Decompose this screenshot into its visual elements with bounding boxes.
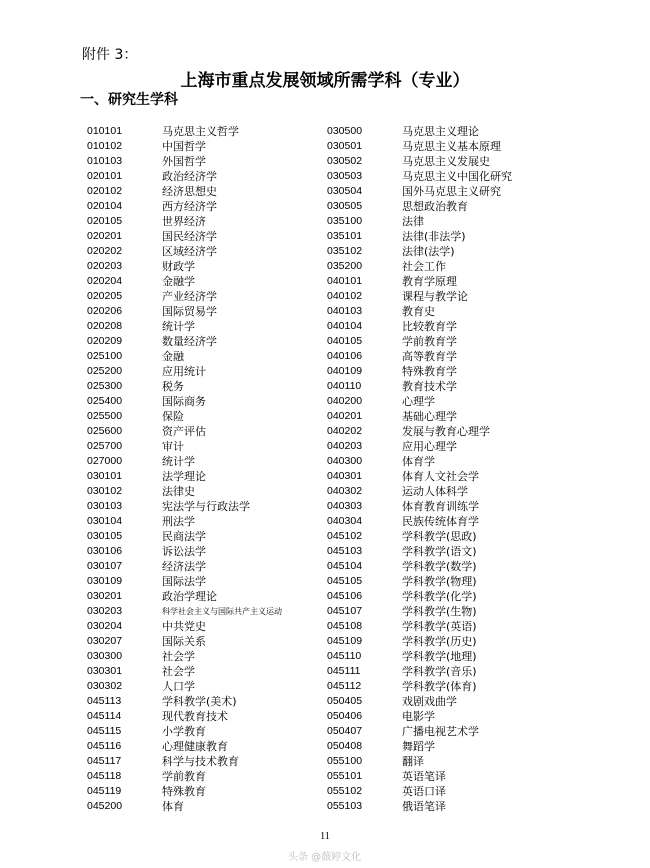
subject-name: 马克思主义哲学 (162, 125, 239, 138)
subject-name: 法律史 (162, 485, 195, 498)
subject-name: 特殊教育学 (402, 365, 457, 378)
subject-name: 学前教育 (162, 770, 206, 783)
subject-code: 040106 (327, 350, 363, 362)
subject-code: 030502 (327, 155, 363, 167)
subject-row (87, 154, 282, 169)
subject-code: 025300 (87, 380, 123, 392)
subject-row (327, 304, 512, 319)
subject-name: 体育 (162, 800, 184, 813)
subject-row (87, 334, 282, 349)
subject-code: 040110 (327, 380, 362, 392)
subject-name: 保险 (162, 410, 184, 423)
subject-code: 030107 (87, 560, 123, 572)
subject-name: 财政学 (162, 260, 195, 273)
subject-row (327, 154, 512, 169)
subject-row (87, 469, 282, 484)
subject-row (87, 454, 282, 469)
subject-name: 学科教学(音乐) (402, 665, 477, 678)
subject-name: 学科教学(英语) (402, 620, 477, 633)
subject-name: 教育史 (402, 305, 435, 318)
subject-name: 马克思主义理论 (402, 125, 479, 138)
subject-code: 030109 (87, 575, 123, 587)
subject-row (327, 544, 512, 559)
subject-row (87, 709, 282, 724)
subject-code: 020202 (87, 245, 123, 257)
subject-code: 045104 (327, 560, 363, 572)
subject-row (87, 619, 282, 634)
subject-row (87, 604, 282, 619)
subject-row (87, 304, 282, 319)
subject-code: 045102 (327, 530, 363, 542)
subject-row (327, 229, 512, 244)
subject-row (327, 499, 512, 514)
subject-name: 社会工作 (402, 260, 446, 273)
subject-name: 比较教育学 (402, 320, 457, 333)
subject-code: 040105 (327, 335, 363, 347)
subject-row (327, 799, 512, 814)
subject-name: 国际法学 (162, 575, 206, 588)
subject-name: 学科教学(物理) (402, 575, 477, 588)
subject-row (327, 184, 512, 199)
subject-name: 小学教育 (162, 725, 206, 738)
subject-code: 030300 (87, 650, 123, 662)
subject-name: 经济法学 (162, 560, 206, 573)
subject-row (87, 574, 282, 589)
subject-row (327, 619, 512, 634)
subject-row (87, 319, 282, 334)
subject-name: 中共党史 (162, 620, 206, 633)
subject-row (87, 214, 282, 229)
subject-row (87, 514, 282, 529)
subject-row (87, 394, 282, 409)
subject-code: 045113 (87, 695, 122, 707)
subject-row (327, 754, 512, 769)
subject-name: 法律(非法学) (402, 230, 466, 243)
subject-name: 应用统计 (162, 365, 206, 378)
subject-row (327, 349, 512, 364)
subject-name: 舞蹈学 (402, 740, 435, 753)
subject-name: 国外马克思主义研究 (402, 185, 501, 198)
subject-row (327, 259, 512, 274)
subject-name: 产业经济学 (162, 290, 217, 303)
subject-code: 050408 (327, 740, 363, 752)
subject-code: 045105 (327, 575, 363, 587)
subject-name: 宪法学与行政法学 (162, 500, 250, 513)
subject-name: 英语口译 (402, 785, 446, 798)
subject-name: 运动人体科学 (402, 485, 468, 498)
subject-code: 030204 (87, 620, 123, 632)
subject-name: 法律(法学) (402, 245, 455, 258)
watermark: 头条 @薇婷文化 (288, 852, 362, 863)
subject-name: 体育教育训练学 (402, 500, 479, 513)
subject-code: 045114 (87, 710, 122, 722)
subject-row (327, 589, 512, 604)
subject-row (327, 649, 512, 664)
subject-row (87, 529, 282, 544)
subject-name: 马克思主义基本原理 (402, 140, 501, 153)
subject-name: 戏剧戏曲学 (402, 695, 457, 708)
subject-name: 广播电视艺术学 (402, 725, 479, 738)
subject-code: 010101 (87, 125, 123, 137)
subject-row (87, 184, 282, 199)
subject-code: 030500 (327, 125, 363, 137)
subject-row (87, 229, 282, 244)
subject-row (87, 694, 282, 709)
subject-row (327, 214, 512, 229)
subject-code: 035101 (327, 230, 363, 242)
subject-code: 030505 (327, 200, 363, 212)
subject-name: 资产评估 (162, 425, 206, 438)
subject-code: 020102 (87, 185, 123, 197)
subject-code: 040202 (327, 425, 363, 437)
subject-row (87, 274, 282, 289)
subject-name: 教育学原理 (402, 275, 457, 288)
subject-name: 金融 (162, 350, 184, 363)
subject-row (327, 169, 512, 184)
subject-name: 科学与技术教育 (162, 755, 239, 768)
subject-row (87, 589, 282, 604)
document-title: 上海市重点发展领域所需学科（专业） (180, 71, 470, 91)
subject-row (327, 574, 512, 589)
subject-code: 035102 (327, 245, 363, 257)
subject-name: 国际贸易学 (162, 305, 217, 318)
subject-row (327, 244, 512, 259)
subject-code: 045116 (87, 740, 122, 752)
subject-row (87, 439, 282, 454)
subject-name: 学科教学(体育) (402, 680, 477, 693)
subject-code: 050407 (327, 725, 363, 737)
subject-row (327, 784, 512, 799)
subject-name: 国际关系 (162, 635, 206, 648)
subject-code: 030201 (87, 590, 123, 602)
subject-row (327, 694, 512, 709)
subject-row (87, 559, 282, 574)
right-subject-column (327, 124, 512, 814)
subject-name: 政治学理论 (162, 590, 217, 603)
subject-name: 特殊教育 (162, 785, 206, 798)
subject-name: 俄语笔译 (402, 800, 446, 813)
subject-name: 学科教学(化学) (402, 590, 477, 603)
subject-row (87, 364, 282, 379)
subject-row (87, 379, 282, 394)
subject-code: 025500 (87, 410, 123, 422)
subject-code: 040302 (327, 485, 363, 497)
subject-name: 现代教育技术 (162, 710, 228, 723)
subject-code: 045107 (327, 605, 363, 617)
subject-code: 040301 (327, 470, 363, 482)
subject-name: 国民经济学 (162, 230, 217, 243)
subject-code: 055102 (327, 785, 363, 797)
subject-code: 040200 (327, 395, 363, 407)
subject-row (327, 709, 512, 724)
subject-name: 马克思主义发展史 (402, 155, 490, 168)
subject-row (87, 244, 282, 259)
subject-name: 学科教学(历史) (402, 635, 477, 648)
subject-code: 045106 (327, 590, 363, 602)
subject-code: 045103 (327, 545, 363, 557)
subject-name: 学科教学(美术) (162, 695, 237, 708)
subject-code: 045200 (87, 800, 123, 812)
subject-row (87, 124, 282, 139)
subject-name: 外国哲学 (162, 155, 206, 168)
attachment-label: 附件 3： (82, 47, 138, 63)
subject-code: 025400 (87, 395, 123, 407)
subject-row (87, 799, 282, 814)
subject-row (87, 499, 282, 514)
subject-row (327, 409, 512, 424)
subject-code: 025700 (87, 440, 123, 452)
subject-row (87, 679, 282, 694)
subject-row (327, 124, 512, 139)
subject-row (327, 739, 512, 754)
subject-name: 法学理论 (162, 470, 206, 483)
subject-code: 055101 (327, 770, 363, 782)
subject-row (327, 274, 512, 289)
subject-name: 英语笔译 (402, 770, 446, 783)
subject-code: 030101 (87, 470, 123, 482)
subject-row (327, 559, 512, 574)
subject-row (87, 649, 282, 664)
subject-row (327, 514, 512, 529)
subject-code: 045111 (327, 665, 361, 677)
subject-code: 030501 (327, 140, 363, 152)
subject-row (327, 469, 512, 484)
subject-row (327, 319, 512, 334)
subject-code: 055100 (327, 755, 363, 767)
subject-code: 045112 (327, 680, 362, 692)
subject-code: 045117 (87, 755, 122, 767)
subject-code: 030301 (87, 665, 123, 677)
subject-row (327, 439, 512, 454)
subject-code: 030102 (87, 485, 123, 497)
subject-code: 050405 (327, 695, 363, 707)
subject-row (87, 139, 282, 154)
subject-code: 045115 (87, 725, 122, 737)
subject-code: 020203 (87, 260, 123, 272)
subject-row (327, 484, 512, 499)
subject-code: 020205 (87, 290, 123, 302)
subject-code: 040101 (327, 275, 363, 287)
subject-name: 社会学 (162, 665, 195, 678)
subject-name: 区域经济学 (162, 245, 217, 258)
subject-row (327, 604, 512, 619)
subject-code: 045110 (327, 650, 362, 662)
subject-name: 金融学 (162, 275, 195, 288)
subject-row (87, 349, 282, 364)
subject-code: 025100 (87, 350, 123, 362)
subject-row (327, 769, 512, 784)
subject-row (327, 199, 512, 214)
subject-code: 030302 (87, 680, 123, 692)
subject-code: 020101 (87, 170, 123, 182)
left-subject-column (87, 124, 282, 814)
subject-row (87, 169, 282, 184)
subject-code: 027000 (87, 455, 123, 467)
subject-code: 030104 (87, 515, 123, 527)
subject-code: 040102 (327, 290, 363, 302)
subject-code: 030105 (87, 530, 123, 542)
subject-row (327, 664, 512, 679)
subject-name: 人口学 (162, 680, 195, 693)
subject-row (87, 739, 282, 754)
subject-name: 民商法学 (162, 530, 206, 543)
subject-row (87, 634, 282, 649)
subject-name: 国际商务 (162, 395, 206, 408)
subject-code: 040300 (327, 455, 363, 467)
subject-code: 020206 (87, 305, 123, 317)
subject-code: 030504 (327, 185, 363, 197)
subject-code: 020208 (87, 320, 123, 332)
subject-name: 思想政治教育 (402, 200, 468, 213)
subject-name: 税务 (162, 380, 184, 393)
subject-row (87, 784, 282, 799)
subject-row (87, 664, 282, 679)
subject-code: 025200 (87, 365, 123, 377)
subject-code: 020201 (87, 230, 123, 242)
subject-code: 020104 (87, 200, 123, 212)
subject-name: 法律 (402, 215, 424, 228)
subject-row (327, 424, 512, 439)
subject-row (327, 529, 512, 544)
page-number: 11 (320, 831, 330, 842)
subject-code: 040203 (327, 440, 363, 452)
subject-code: 030503 (327, 170, 363, 182)
subject-name: 刑法学 (162, 515, 195, 528)
subject-row (87, 484, 282, 499)
subject-name: 马克思主义中国化研究 (402, 170, 512, 183)
section-heading: 一、研究生学科 (80, 92, 178, 108)
subject-row (87, 409, 282, 424)
subject-name: 体育学 (402, 455, 435, 468)
subject-name: 政治经济学 (162, 170, 217, 183)
subject-code: 045108 (327, 620, 363, 632)
subject-name: 学科教学(思政) (402, 530, 477, 543)
subject-name: 翻译 (402, 755, 424, 768)
subject-name: 民族传统体育学 (402, 515, 479, 528)
subject-code: 040201 (327, 410, 363, 422)
subject-name: 学科教学(数学) (402, 560, 477, 573)
subject-row (327, 394, 512, 409)
subject-name: 教育技术学 (402, 380, 457, 393)
subject-row (327, 634, 512, 649)
subject-name: 社会学 (162, 650, 195, 663)
subject-code: 035100 (327, 215, 363, 227)
subject-code: 050406 (327, 710, 363, 722)
subject-name: 审计 (162, 440, 184, 453)
subject-row (327, 379, 512, 394)
subject-name: 世界经济 (162, 215, 206, 228)
subject-name: 学前教育学 (402, 335, 457, 348)
subject-row (87, 199, 282, 214)
subject-name: 发展与教育心理学 (402, 425, 490, 438)
subject-name: 高等教育学 (402, 350, 457, 363)
subject-code: 040104 (327, 320, 363, 332)
subject-name: 课程与教学论 (402, 290, 468, 303)
subject-code: 045109 (327, 635, 363, 647)
subject-code: 040304 (327, 515, 363, 527)
subject-row (87, 289, 282, 304)
subject-row (87, 724, 282, 739)
subject-name: 经济思想史 (162, 185, 217, 198)
subject-code: 020209 (87, 335, 123, 347)
subject-row (87, 424, 282, 439)
subject-name: 中国哲学 (162, 140, 206, 153)
subject-name: 心理学 (402, 395, 435, 408)
subject-name: 统计学 (162, 320, 195, 333)
subject-code: 045118 (87, 770, 122, 782)
subject-name: 电影学 (402, 710, 435, 723)
subject-row (87, 754, 282, 769)
subject-code: 010102 (87, 140, 123, 152)
subject-code: 030106 (87, 545, 123, 557)
subject-row (327, 679, 512, 694)
subject-code: 040303 (327, 500, 363, 512)
subject-code: 035200 (327, 260, 363, 272)
subject-name: 学科教学(地理) (402, 650, 477, 663)
subject-name: 基础心理学 (402, 410, 457, 423)
subject-name: 诉讼法学 (162, 545, 206, 558)
subject-code: 030103 (87, 500, 123, 512)
subject-code: 025600 (87, 425, 123, 437)
subject-code: 030203 (87, 605, 123, 617)
subject-code: 040103 (327, 305, 363, 317)
subject-name: 应用心理学 (402, 440, 457, 453)
subject-name: 学科教学(生物) (402, 605, 477, 618)
subject-name: 西方经济学 (162, 200, 217, 213)
subject-row (327, 334, 512, 349)
subject-name: 数量经济学 (162, 335, 217, 348)
subject-row (327, 454, 512, 469)
subject-code: 055103 (327, 800, 363, 812)
subject-code: 010103 (87, 155, 123, 167)
subject-name: 统计学 (162, 455, 195, 468)
subject-row (87, 544, 282, 559)
subject-name: 科学社会主义与国际共产主义运动 (162, 607, 282, 616)
subject-row (327, 139, 512, 154)
subject-code: 020204 (87, 275, 123, 287)
subject-row (87, 769, 282, 784)
subject-code: 030207 (87, 635, 123, 647)
subject-name: 体育人文社会学 (402, 470, 479, 483)
subject-row (327, 724, 512, 739)
subject-name: 学科教学(语文) (402, 545, 477, 558)
subject-code: 040109 (327, 365, 363, 377)
subject-row (327, 364, 512, 379)
subject-code: 020105 (87, 215, 123, 227)
subject-name: 心理健康教育 (162, 740, 228, 753)
subject-row (327, 289, 512, 304)
subject-code: 045119 (87, 785, 122, 797)
subject-row (87, 259, 282, 274)
